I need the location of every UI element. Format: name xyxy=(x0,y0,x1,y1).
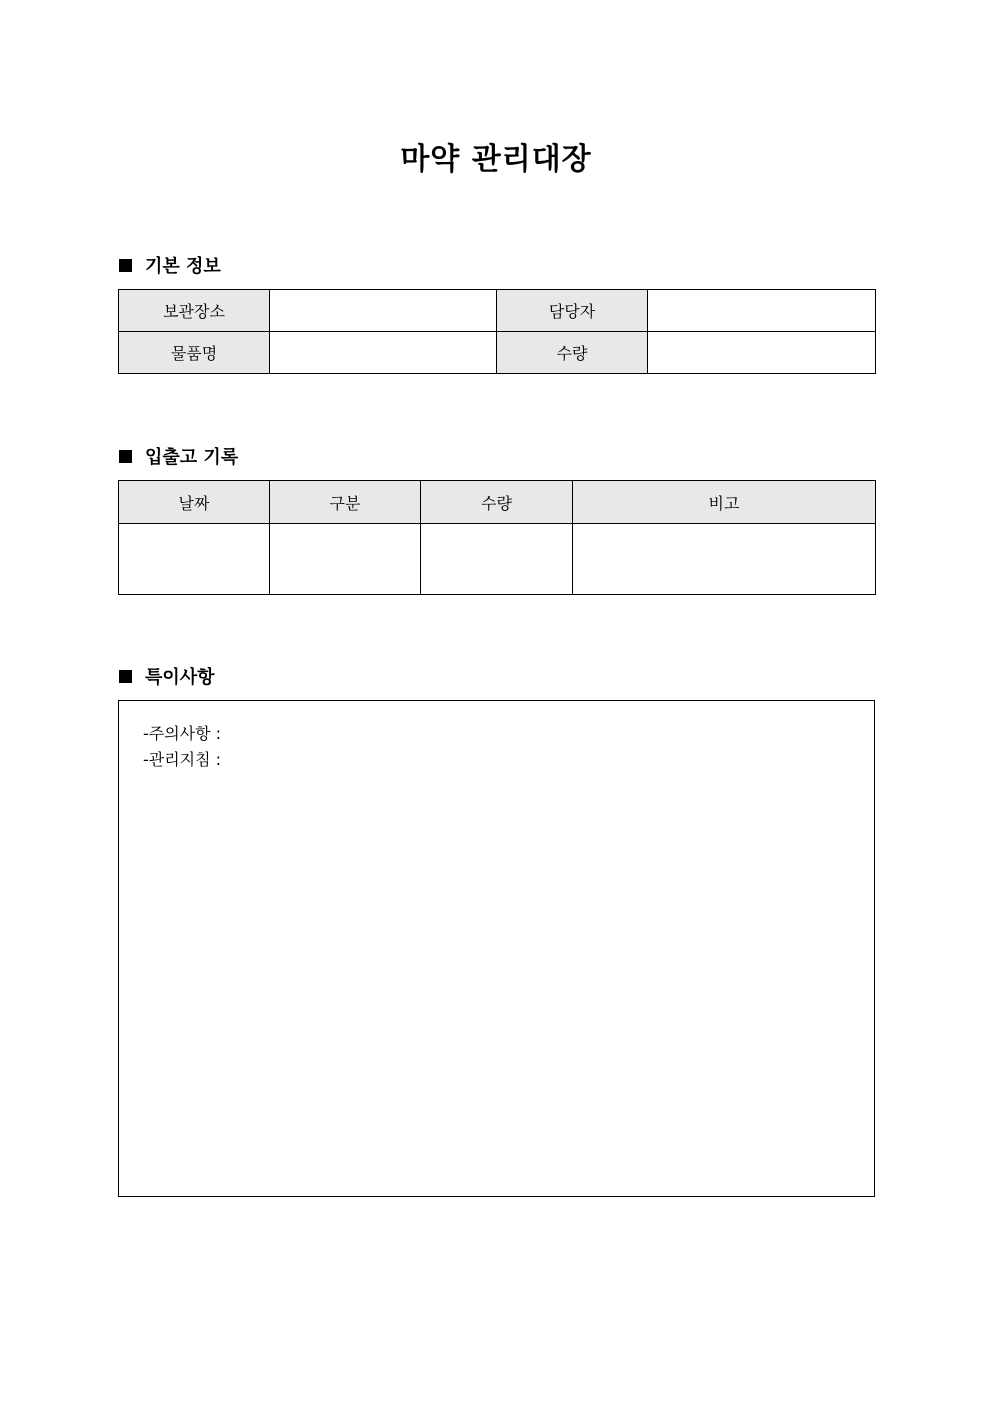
section-heading-notes xyxy=(119,663,215,689)
io-record-table xyxy=(118,480,876,595)
column-header-quantity: 수량 xyxy=(421,481,573,524)
date-cell[interactable] xyxy=(119,524,270,595)
table-header-row xyxy=(119,481,876,524)
storage-location-label: 보관장소 xyxy=(119,290,270,332)
item-name-field[interactable] xyxy=(270,332,497,374)
remarks-cell[interactable] xyxy=(573,524,876,595)
square-bullet-icon xyxy=(119,450,132,463)
column-header-remarks: 비고 xyxy=(573,481,876,524)
square-bullet-icon xyxy=(119,670,132,683)
document-title: 마약 관리대장 xyxy=(400,142,592,177)
precautions-line: -주의사항 : xyxy=(143,724,222,743)
basic-info-table xyxy=(118,289,876,374)
notes-box[interactable] xyxy=(118,700,875,1197)
table-row xyxy=(119,332,876,374)
type-cell[interactable] xyxy=(270,524,421,595)
manager-label: 담당자 xyxy=(497,290,648,332)
section-heading-basic-info xyxy=(119,252,221,278)
quantity-cell[interactable] xyxy=(421,524,573,595)
section-heading-text: 기본 정보 xyxy=(145,256,221,277)
section-heading-io-record xyxy=(119,443,238,469)
manager-field[interactable] xyxy=(648,290,876,332)
item-name-label: 물품명 xyxy=(119,332,270,374)
column-header-type: 구분 xyxy=(270,481,421,524)
table-row xyxy=(119,290,876,332)
section-heading-text: 입출고 기록 xyxy=(145,447,239,468)
section-heading-text: 특이사항 xyxy=(145,667,215,688)
quantity-label: 수량 xyxy=(497,332,648,374)
square-bullet-icon xyxy=(119,259,132,272)
quantity-field[interactable] xyxy=(648,332,876,374)
management-guidelines-line: -관리지침 : xyxy=(143,750,222,769)
table-row xyxy=(119,524,876,595)
storage-location-field[interactable] xyxy=(270,290,497,332)
column-header-date: 날짜 xyxy=(119,481,270,524)
